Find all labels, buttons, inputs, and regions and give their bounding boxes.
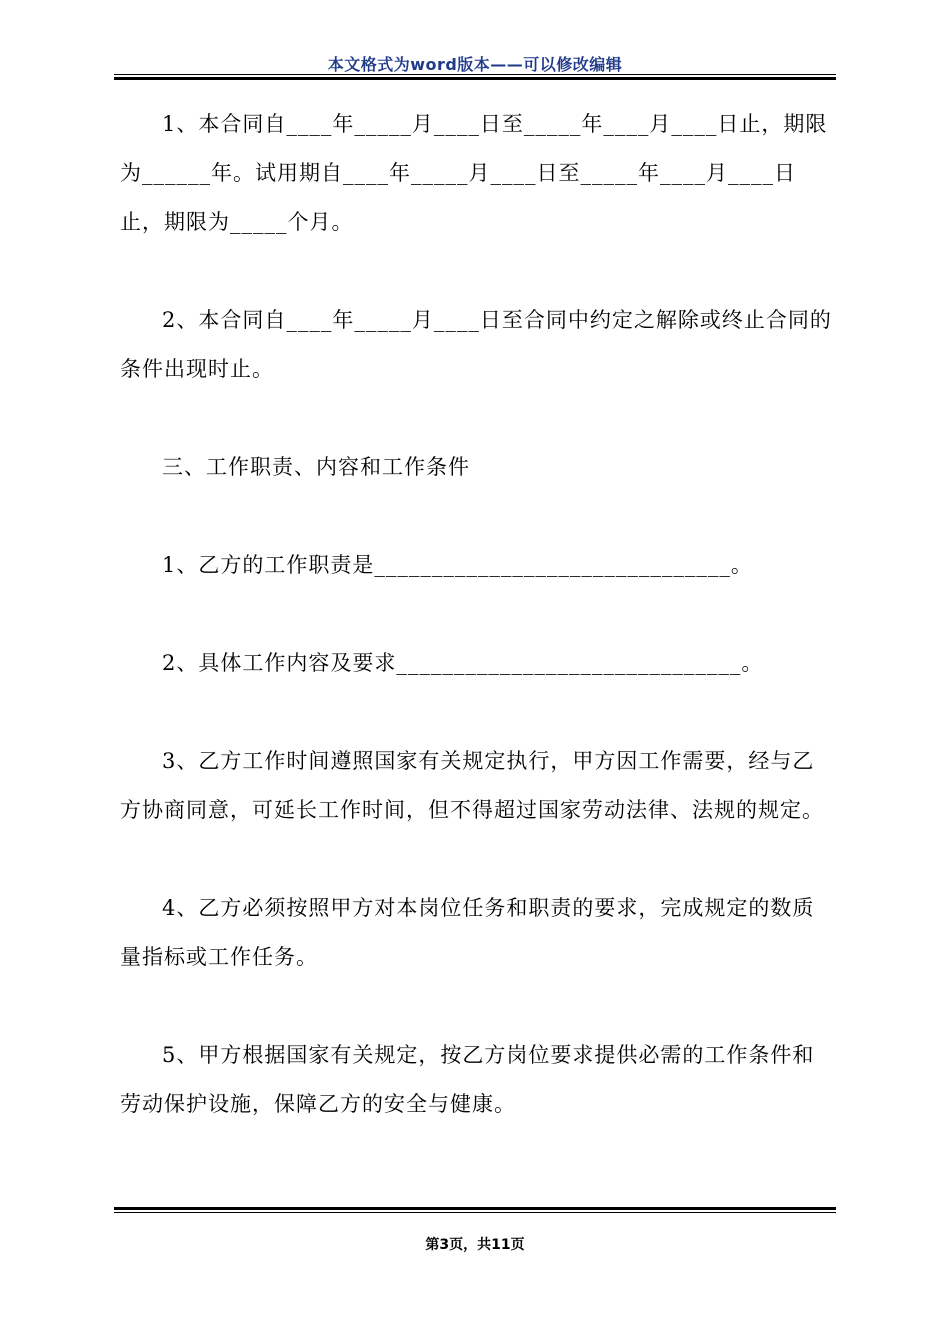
paragraph-work-content: 2、具体工作内容及要求______________________________。	[162, 651, 764, 675]
section-heading-duties: 三、工作职责、内容和工作条件	[162, 455, 470, 479]
document-header-title: 本文格式为word版本——可以修改编辑	[327, 55, 623, 74]
footer-rule-thin	[114, 1212, 836, 1213]
header-rule-thin	[114, 74, 836, 75]
paragraph-contract-term: 1、本合同自____年_____月____日至_____年____月____日止，期限为______年。试用期自____年_____月____日至_____年____月____日止，期限为_____个月。	[120, 112, 828, 234]
page-number: 第3页，共11页	[425, 1237, 525, 1253]
paragraph-working-conditions: 5、甲方根据国家有关规定，按乙方岗位要求提供必需的工作条件和劳动保护设施，保障乙方的安全与健康。	[120, 1043, 815, 1116]
document-body	[120, 100, 832, 1129]
header-rule-thick	[114, 77, 836, 80]
paragraph-contract-term-alt: 2、本合同自____年_____月____日至合同中约定之解除或终止合同的条件出现时止。	[120, 308, 832, 381]
paragraph-task-requirements: 4、乙方必须按照甲方对本岗位任务和职责的要求，完成规定的数质量指标或工作任务。	[120, 896, 815, 969]
paragraph-working-hours: 3、乙方工作时间遵照国家有关规定执行，甲方因工作需要，经与乙方协商同意，可延长工作时间，但不得超过国家劳动法律、法规的规定。	[120, 749, 824, 822]
footer-rule-thick	[114, 1207, 836, 1210]
paragraph-duties: 1、乙方的工作职责是_______________________________。	[162, 553, 753, 577]
